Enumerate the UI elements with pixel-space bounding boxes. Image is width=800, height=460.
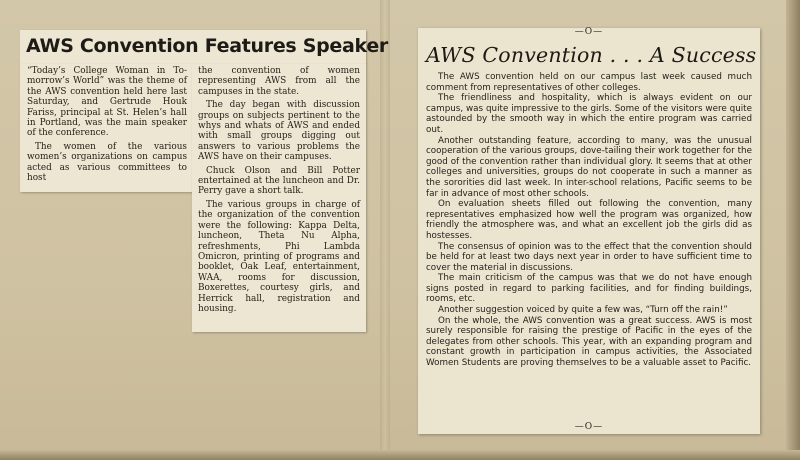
article-column-1	[20, 64, 192, 192]
paragraph: the convention of women representing AWS from all the campuses in the state.	[198, 66, 360, 97]
page-edge-bottom	[0, 450, 800, 460]
paragraph: The AWS convention held on our campus last week caused much comment from representatives of other colleges.	[426, 72, 752, 93]
paragraph: On evaluation sheets filled out following the convention, many representatives emphasized how well the program was organized, how friendly the atmosphere was, and what an excellent job the girls did as hostesses.	[426, 199, 752, 241]
article-headline: AWS Convention Features Speaker	[26, 35, 388, 57]
paragraph: Another suggestion voiced by quite a few was, “Turn off the rain!”	[438, 305, 728, 316]
paragraph: On the whole, the AWS convention was a great success. AWS is most surely responsible for raising the prestige of Pacific in the eyes of the delegates from other schools. This year, with an expanding program and constant growth in participation in campus activities, the Associated Women Students are proving themselves to be a valuable asset to Pacific.	[426, 315, 752, 369]
paragraph: The friendliness and hospitality, which is always evident on our campus, was quite impressive to the girls. Some of the visitors were quite astounded by the smooth way in which the entire program was carried out.	[426, 93, 752, 135]
top-divider: —O—	[574, 27, 604, 37]
paragraph: The consensus of opinion was to the effect that the convention should be held for at least two days next year in order to have sufficient time to cover the material in discussions.	[426, 241, 752, 273]
headline-strip	[20, 30, 388, 64]
article-column-2	[192, 64, 366, 332]
paragraph: The main criticism of the campus was that we do not have enough signs posted in regard to parking facilities, and for finding buildings, rooms, etc.	[426, 273, 752, 305]
paragraph: Chuck Olson and Bill Potter entertained at the luncheon and Dr. Perry gave a short talk.	[198, 165, 360, 197]
clipping-convention-speaker	[20, 30, 388, 314]
paragraph: “Today’s College Woman in To-morrow’s World” was the theme of the AWS convention held here last Saturday, and Gertrude Houk Fariss, principal at St. Helen’s hall in Portland, was the main speaker of the conference.	[27, 66, 187, 139]
editorial-title: AWS Convention . . . A Success	[426, 43, 757, 67]
clipping-convention-success	[418, 28, 760, 434]
bottom-divider: —O—	[574, 422, 604, 432]
page-edge-right	[786, 0, 800, 460]
paragraph: Another outstanding feature, according to many, was the unusual cooperation of the various groups, dove-tailing their work together for the good of the convention rather than individual glory. It seems that at other colleges and universities, groups do not cooperate in such a manner as the sororities did last week. In inter-school relations, Pacific seems to be far in advance of most other schools.	[426, 135, 752, 199]
paragraph: The various groups in charge of the organization of the convention were the following: Kappa Delta, luncheon, Theta Nu Alpha, refreshments, Phi Lambda Omicron, printing of programs and booklet, Oak Leaf, entertainment, WAA, rooms for discussion, Boxerettes, courtesy girls, and Herrick hall, registration and housing.	[198, 199, 360, 314]
paragraph: The women of the various women’s organizations on campus acted as various committees to host	[27, 141, 187, 184]
paragraph: The day began with discussion groups on subjects pertinent to the whys and whats of AWS and ended with small groups digging out answers to various problems the AWS have on their campuses.	[198, 100, 360, 163]
page-crease	[380, 0, 390, 460]
